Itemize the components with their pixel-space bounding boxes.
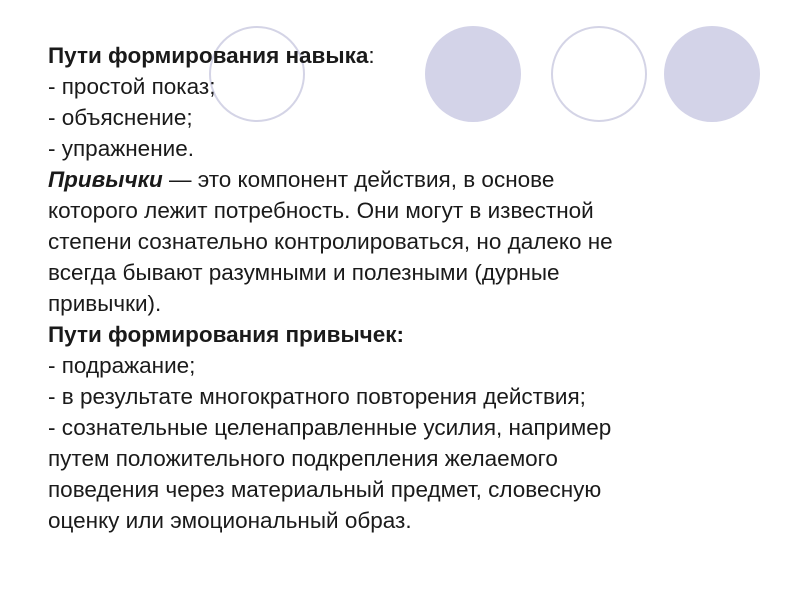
- skills-item: - объяснение;: [48, 105, 193, 130]
- habits-item: - сознательные целенаправленные усилия, например: [48, 415, 612, 440]
- habits-term: Привычки: [48, 167, 163, 192]
- habits-definition-text: которого лежит потребность. Они могут в известной: [48, 198, 594, 223]
- habits-item-continuation: поведения через материальный предмет, словесную: [48, 477, 602, 502]
- slide-body: [48, 40, 728, 536]
- habits-item-continuation: путем положительного подкрепления желаемого: [48, 446, 558, 471]
- habits-item: - в результате многократного повторения действия;: [48, 384, 586, 409]
- habits-definition-text: привычки).: [48, 291, 162, 316]
- skills-heading: Пути формирования навыка: [48, 43, 369, 68]
- habits-definition-text: степени сознательно контролироваться, но далеко не: [48, 229, 613, 254]
- skills-heading-line: [48, 40, 728, 71]
- skills-item: - упражнение.: [48, 136, 194, 161]
- habits-definition-line: [48, 164, 728, 195]
- habits-definition-text: всегда бывают разумными и полезными (дурные: [48, 260, 560, 285]
- habits-definition-text: — это компонент действия, в основе: [162, 167, 555, 192]
- skills-heading-colon: :: [368, 43, 375, 68]
- skills-item: - простой показ;: [48, 74, 216, 99]
- habits-item-continuation: оценку или эмоциональный образ.: [48, 508, 412, 533]
- habits-heading: Пути формирования привычек:: [48, 322, 405, 347]
- habits-item: - подражание;: [48, 353, 196, 378]
